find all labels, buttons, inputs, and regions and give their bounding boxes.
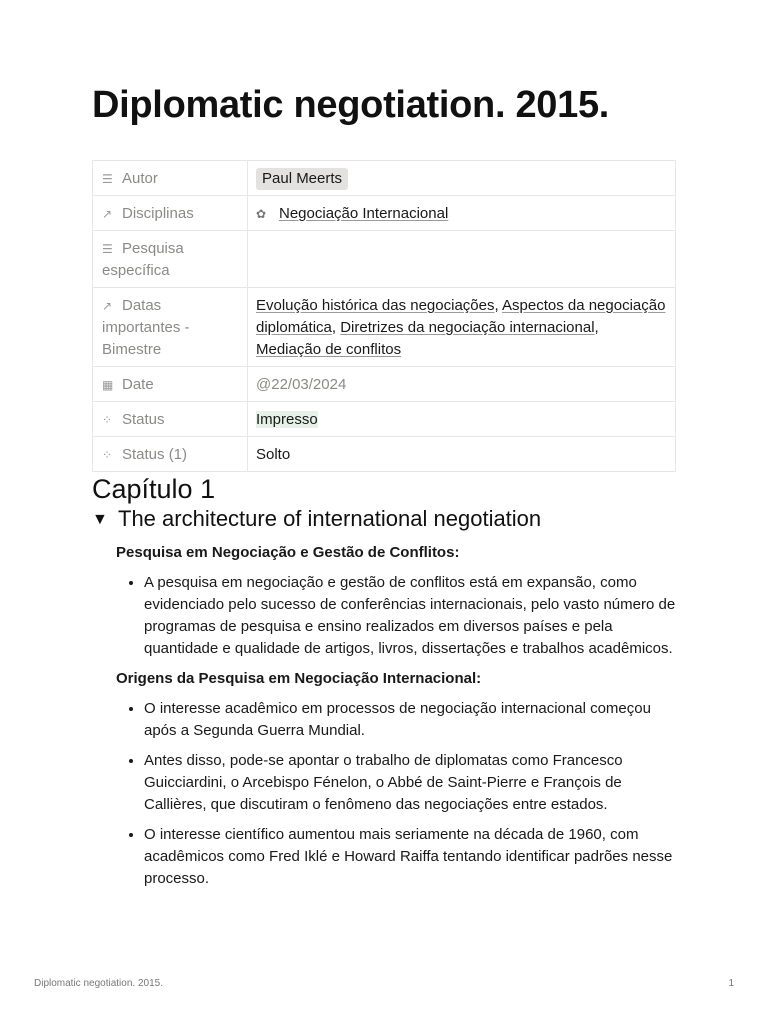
property-value[interactable] — [248, 402, 676, 437]
disciplina-link[interactable]: Negociação Internacional — [279, 205, 449, 222]
property-label: Status (1) — [122, 446, 188, 463]
status-1-value: Solto — [256, 446, 291, 463]
property-label: Autor — [122, 170, 158, 187]
toggle-heading[interactable] — [92, 506, 541, 532]
page-number: 1 — [728, 978, 734, 989]
list-item: • A pesquisa em negociação e gestão de conflitos está em expansão, como evidenciado pelo sucesso de conferências internacionais, pelo vasto número de programas de pesquisa e ensino realizados em diversos países e pela quantidade e qualidade de artigos, livros, dissertações e trabalhos acadêmicos. — [144, 572, 676, 660]
datas-link[interactable]: Evolução histórica das negociações — [256, 297, 495, 314]
property-row-status-1 — [93, 437, 676, 472]
section-heading: Pesquisa em Negociação e Gestão de Conflitos: — [116, 544, 460, 561]
status-value: Impresso — [256, 411, 318, 428]
separator: , — [331, 319, 341, 336]
author-tag[interactable]: Paul Meerts — [256, 168, 348, 190]
property-label: Pesquisa específica — [102, 240, 184, 279]
property-row-status — [93, 402, 676, 437]
list-icon: ☰ — [102, 172, 113, 186]
property-row-datas — [93, 288, 676, 367]
property-row-date — [93, 367, 676, 402]
status-icon: ⁘ — [102, 448, 113, 462]
bullet-list — [116, 572, 676, 660]
properties-table — [92, 160, 676, 472]
property-label: Datas importantes - Bimestre — [102, 297, 190, 358]
property-label: Status — [122, 411, 165, 428]
datas-link[interactable]: Aspectos da negociação diplomática — [256, 297, 666, 336]
property-key[interactable] — [93, 196, 248, 231]
datas-link[interactable]: Diretrizes da negociação internacional — [340, 319, 595, 336]
status-icon: ⁘ — [102, 413, 113, 427]
property-row-pesquisa — [93, 231, 676, 288]
date-value: @22/03/2024 — [256, 376, 347, 393]
page-title: Diplomatic negotiation. 2015. — [92, 84, 610, 126]
calendar-icon: ▦ — [102, 378, 114, 392]
property-row-autor — [93, 161, 676, 196]
bullet-list — [116, 698, 676, 890]
list-item: • O interesse científico aumentou mais seriamente na década de 1960, com acadêmicos como Fred Iklé e Howard Raiffa tentando identificar padrões nesse processo. — [144, 824, 676, 890]
section-heading: Origens da Pesquisa em Negociação Internacional: — [116, 670, 482, 687]
list-icon: ☰ — [102, 242, 113, 256]
relation-arrow-icon: ↗ — [102, 207, 113, 221]
chapter-heading: Capítulo 1 — [92, 474, 216, 504]
page-emoji-icon: ✿ — [256, 207, 267, 221]
property-label: Disciplinas — [122, 205, 194, 222]
property-label: Date — [122, 376, 154, 393]
property-key[interactable] — [93, 367, 248, 402]
property-key[interactable] — [93, 161, 248, 196]
separator: , — [494, 297, 502, 314]
list-item: • O interesse acadêmico em processos de negociação internacional começou após a Segunda Guerra Mundial. — [144, 698, 676, 742]
relation-arrow-icon: ↗ — [102, 299, 113, 313]
footer-title: Diplomatic negotiation. 2015. — [34, 978, 163, 989]
property-key[interactable] — [93, 288, 248, 367]
toggle-title: The architecture of international negotiation — [118, 506, 542, 531]
toggle-content — [116, 542, 676, 898]
property-value[interactable] — [248, 196, 676, 231]
property-key[interactable] — [93, 437, 248, 472]
property-value[interactable] — [248, 437, 676, 472]
list-item: • Antes disso, pode-se apontar o trabalho de diplomatas como Francesco Guicciardini, o Arcebispo Fénelon, o Abbé de Saint-Pierre e François de Callières, que discutiram o fenômeno das negociações entre estados. — [144, 750, 676, 816]
separator: , — [594, 319, 599, 336]
property-key[interactable] — [93, 402, 248, 437]
datas-link[interactable]: Mediação de conflitos — [256, 341, 402, 358]
property-value-empty[interactable] — [248, 231, 676, 288]
property-value[interactable] — [248, 161, 676, 196]
property-key[interactable] — [93, 231, 248, 288]
toggle-triangle-icon[interactable]: ▼ — [92, 511, 108, 528]
property-row-disciplinas — [93, 196, 676, 231]
property-value[interactable] — [248, 367, 676, 402]
property-value[interactable] — [248, 288, 676, 367]
